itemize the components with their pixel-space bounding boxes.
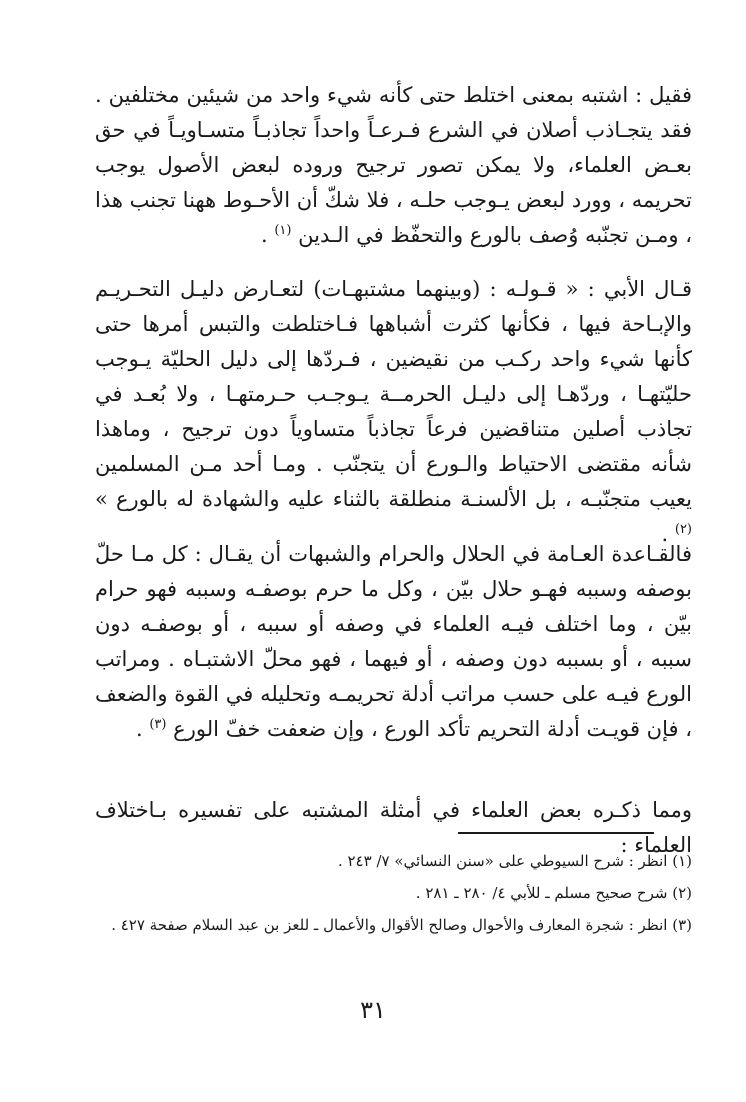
paragraph-2-text: قـال الأبي : « قـولـه : (وبينهما مشتبهـات) لتعـارض دليـل التحـريـم والإبـاحة فيها ، فكأنها كثرت أشباهها فـاختلطت والتبس أمرها حتى كأنها شيء واحد ركـب من نقيضين ، فـردّها إلى دليل الحليّة يـوجب حليّتهـا ، وردّهـا إلى دليـل الحرمــة يـوجـب حـرمتهـا ، ولا بُعـد في تجاذب أصلين متناقضين فرعاً تجاذباً متساوياً دون ترجيح ، وماهذا شأنه مقتضى الاحتياط والـورع أن يتجنّب . ومـا أحد مـن المسلمين يعيب متجنّبـه ، بل الألسنـة منطلقة بالثناء عليه والشهادة له بالورع »: [95, 277, 692, 511]
footnote-ref-1: (١): [274, 223, 292, 238]
paragraph-4-text: ومما ذكـره بعض العلماء في أمثلة المشتبه على تفسيره بـاختلاف العلماء :: [95, 798, 692, 857]
footnote-3: (٣) انظر : شجرة المعارف والأحوال وصالح الأقوال والأعمال ـ للعز بن عبد السلام صفحة ٤٢٧ .: [111, 916, 692, 934]
footnote-ref-2: (٢): [674, 522, 692, 537]
paragraph-3-text: فالقـاعدة العـامة في الحلال والحرام والشبهات أن يقـال : كل مـا حلّ بوصفه وسببه فهـو حلال بيّن ، وكل ما حرم بوصفـه وسببه فهو حرام بيّن ، وما اختلف فيـه العلماء في وصفه أو سببه ، أو بوصفـه دون سببه ، أو بسببه دون وصفه ، أو فيهما ، فهو محلّ الاشتبـاه . ومراتب الورع فيـه على حسب مراتب أدلة تحريمـه وتحليله في القوة والضعف ، فإن قويـت أدلة التحريم تأكد الورع ، وإن ضعفت خفّ الورع: [95, 542, 692, 741]
footnote-ref-3: (٣): [149, 717, 167, 732]
paragraph-3: فالقـاعدة العـامة في الحلال والحرام والشبهات أن يقـال : كل مـا حلّ بوصفه وسببه فهـو حلال بيّن ، وكل ما حرم بوصفـه وسببه فهو حرام بيّن ، وما اختلف فيـه العلماء في وصفه أو سببه ، أو بوصفـه دون سببه ، أو بسببه دون وصفه ، أو فيهما ، فهو محلّ الاشتبـاه . ومراتب الورع فيـه على حسب مراتب أدلة تحريمـه وتحليله في القوة والضعف ، فإن قويـت أدلة التحريم تأكد الورع ، وإن ضعفت خفّ الورع $^{(٣)}$ .: [95, 542, 692, 741]
page-number: ٣١: [360, 996, 386, 1024]
paragraph-1-text: فقيل : اشتبه بمعنى اختلط حتى كأنه شيء واحد من شيئين مختلفين . فقد يتجـاذب أصلان في الشرع فـرعـاً واحداً تجاذبـاً متسـاويـاً في حق بعـض العلماء، ولا يمكن تصور ترجيح وروده لبعض الأصول يوجب تحريمه ، وورد لبعض يـوجب حلـه ، فلا شكّ أن الأحـوط ههنا تجنب هذا ، ومـن تجنّبه وُصف بالورع والتحفّظ في الـدين: [95, 83, 692, 247]
footnote-2: (٢) شرح صحيح مسلم ـ للأبي ٤/ ٢٨٠ ـ ٢٨١ .: [415, 884, 692, 902]
footnote-divider: [458, 832, 654, 834]
paragraph-2: قـال الأبي : « قـولـه : (وبينهما مشتبهـات) لتعـارض دليـل التحـريـم والإبـاحة فيها ، فكأنها كثرت أشباهها فـاختلطت والتبس أمرها حتى كأنها شيء واحد ركـب من نقيضين ، فـردّها إلى دليل الحليّة يـوجب حليّتهـا ، وردّهـا إلى دليـل الحرمــة يـوجـب حـرمتهـا ، ولا بُعـد في تجاذب أصلين متناقضين فرعاً تجاذباً متساوياً دون ترجيح ، وماهذا شأنه مقتضى الاحتياط والـورع أن يتجنّب . ومـا أحد مـن المسلمين يعيب متجنّبـه ، بل الألسنـة منطلقة بالثناء عليه والشهادة له بالورع » $^{(٢)}$ .: [95, 277, 692, 546]
footnote-1: (١) انظر : شرح السيوطي على «سنن النسائي» ٧/ ٢٤٣ .: [337, 852, 692, 870]
paragraph-1: فقيل : اشتبه بمعنى اختلط حتى كأنه شيء واحد من شيئين مختلفين . فقد يتجـاذب أصلان في الشرع فـرعـاً واحداً تجاذبـاً متسـاويـاً في حق بعـض العلماء، ولا يمكن تصور ترجيح وروده لبعض الأصول يوجب تحريمه ، وورد لبعض يـوجب حلـه ، فلا شكّ أن الأحـوط ههنا تجنب هذا ، ومـن تجنّبه وُصف بالورع والتحفّظ في الـدين $^{(١)}$ .: [95, 83, 692, 247]
